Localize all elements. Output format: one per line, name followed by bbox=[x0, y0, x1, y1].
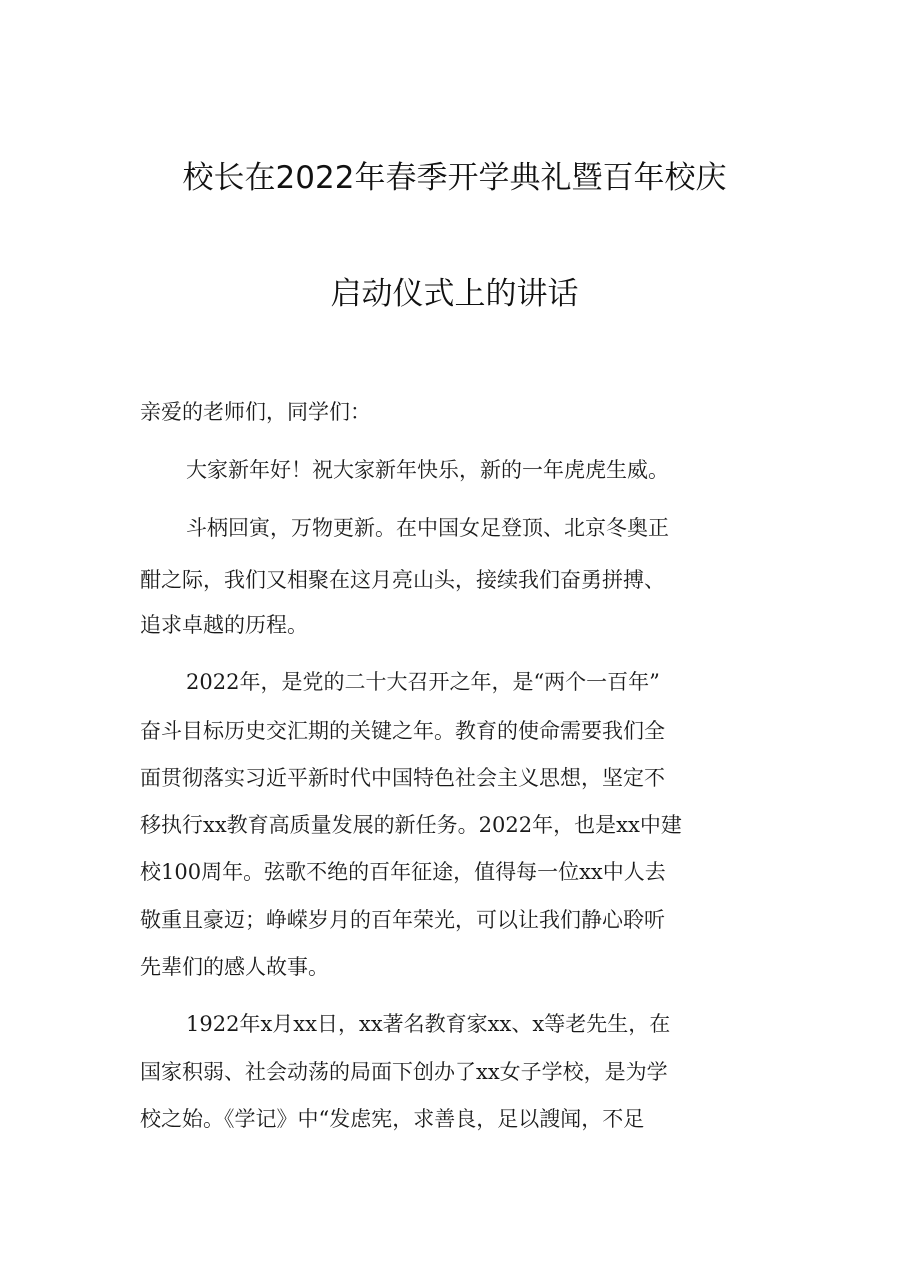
paragraph-line: 面贯彻落实习近平新时代中国特色社会主义思想，坚定不 bbox=[140, 766, 665, 790]
paragraph-line: 大家新年好！祝大家新年快乐，新的一年虎虎生威。 bbox=[186, 458, 669, 482]
document-title-line-2: 启动仪式上的讲话 bbox=[330, 276, 579, 312]
paragraph-line: 2022年，是党的二十大召开之年，是“两个一百年” bbox=[186, 670, 660, 694]
paragraph-line: 奋斗目标历史交汇期的关键之年。教育的使命需要我们全 bbox=[140, 719, 665, 743]
paragraph-line: 校之始。《学记》中“发虑宪，求善良，足以謏闻，不足 bbox=[140, 1107, 645, 1131]
paragraph-line: 国家积弱、社会动荡的局面下创办了xx女子学校，是为学 bbox=[140, 1060, 668, 1084]
document-title-line-1: 校长在2022年春季开学典礼暨百年校庆 bbox=[182, 160, 727, 196]
paragraph-line: 校100周年。弦歌不绝的百年征途，值得每一位xx中人去 bbox=[140, 860, 666, 884]
paragraph-line: 酣之际，我们又相聚在这月亮山头，接续我们奋勇拼搏、 bbox=[140, 568, 665, 592]
paragraph-line: 移执行xx教育高质量发展的新任务。2022年，也是xx中建 bbox=[140, 813, 682, 837]
paragraph-line: 斗柄回寅，万物更新。在中国女足登顶、北京冬奥正 bbox=[186, 516, 669, 540]
paragraph-line: 先辈们的感人故事。 bbox=[140, 955, 329, 979]
salutation-line: 亲爱的老师们，同学们： bbox=[140, 400, 371, 424]
paragraph-line: 1922年x月xx日，xx著名教育家xx、x等老先生，在 bbox=[186, 1012, 671, 1036]
paragraph-line: 敬重且豪迈；峥嵘岁月的百年荣光，可以让我们静心聆听 bbox=[140, 908, 665, 932]
paragraph-line: 追求卓越的历程。 bbox=[140, 613, 308, 637]
